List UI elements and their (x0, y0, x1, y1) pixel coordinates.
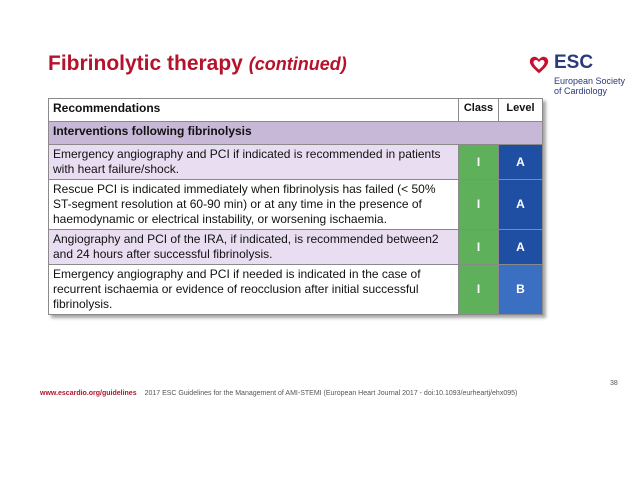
table-header-row (49, 99, 543, 122)
logo-name: ESC (554, 52, 594, 73)
header-level: Level (499, 99, 543, 122)
page-number: 38 (610, 380, 618, 387)
table-row (49, 265, 543, 315)
footer (40, 390, 517, 397)
section-row (49, 122, 543, 145)
slide-title (48, 52, 347, 76)
recommendation-text: Rescue PCI is indicated immediately when fibrinolysis has failed (< 50% ST-segment resolution at 60-90 min) or at any time in the presence of haemodynamic or electrical instability, or worsening ischaemia. (49, 180, 459, 230)
level-badge: A (499, 145, 543, 180)
recommendation-text: Angiography and PCI of the IRA, if indicated, is recommended between2 and 24 hours after successful fibrinolysis. (49, 230, 459, 265)
recommendation-text: Emergency angiography and PCI if needed is indicated in the case of recurrent ischaemia or evidence of reocclusion after initial successful fibrinolysis. (49, 265, 459, 315)
title-suffix: (continued) (248, 54, 347, 74)
footer-link[interactable]: www.escardio.org/guidelines (40, 390, 137, 397)
level-badge: A (499, 180, 543, 230)
title-main: Fibrinolytic therapy (48, 52, 243, 75)
recommendations-table (48, 98, 543, 315)
class-badge: I (459, 145, 499, 180)
logo-sub-line1: European Society (554, 76, 626, 86)
logo-subtitle (554, 76, 634, 96)
class-badge: I (459, 180, 499, 230)
header-class: Class (459, 99, 499, 122)
heart-icon (528, 54, 550, 76)
recommendation-text: Emergency angiography and PCI if indicated is recommended in patients with heart failure/shock. (49, 145, 459, 180)
class-badge: I (459, 265, 499, 315)
section-title: Interventions following fibrinolysis (49, 122, 543, 145)
logo-sub-line2: of Cardiology (554, 86, 608, 96)
table-row (49, 145, 543, 180)
footer-citation: 2017 ESC Guidelines for the Management of AMI-STEMI (European Heart Journal 2017 - doi:10.1093/eurheartj/ehx095) (144, 390, 518, 397)
table-row (49, 180, 543, 230)
header-recommendations: Recommendations (49, 99, 459, 122)
slide (0, 22, 638, 420)
esc-logo (528, 52, 628, 112)
level-badge: A (499, 230, 543, 265)
table-row (49, 230, 543, 265)
level-badge: B (499, 265, 543, 315)
class-badge: I (459, 230, 499, 265)
